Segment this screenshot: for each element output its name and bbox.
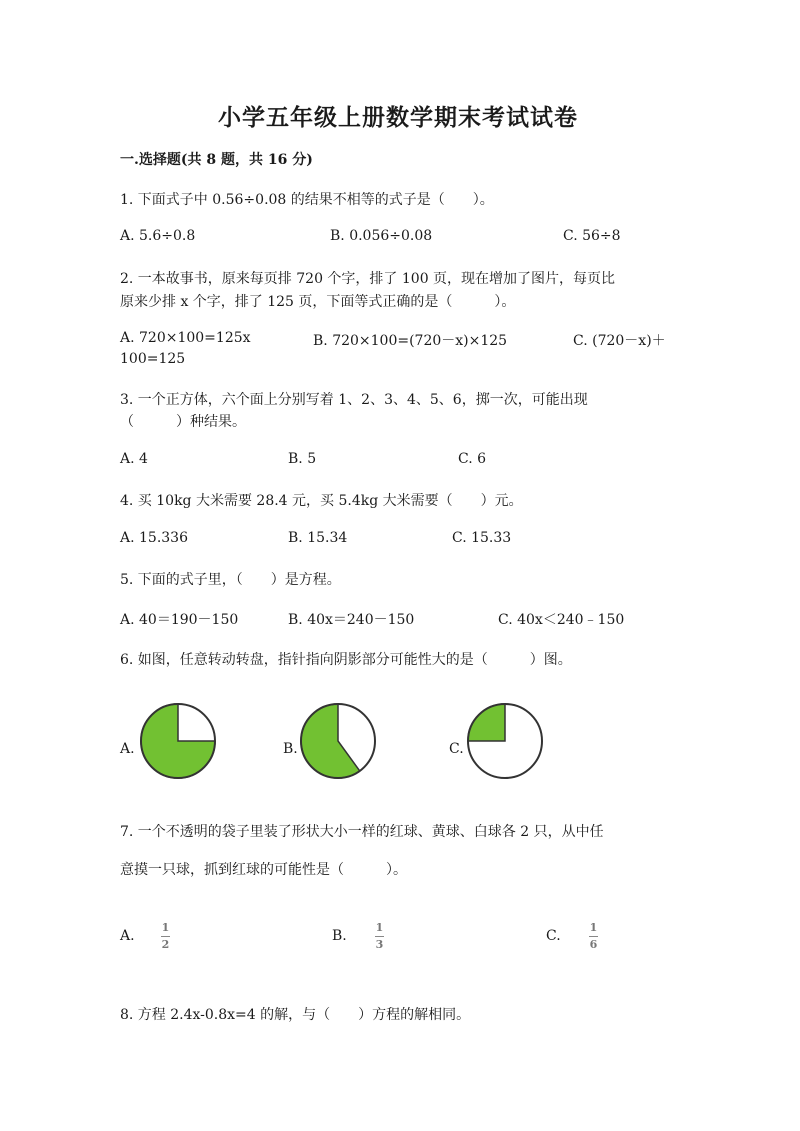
question-5-option-a[interactable]: A. 40＝190－150 (120, 612, 239, 628)
question-3-text-line-2: （ ）种结果。 (120, 414, 246, 430)
fraction-numerator: 1 (589, 921, 598, 934)
fraction-denominator: 3 (375, 938, 384, 951)
page-title: 小学五年级上册数学期末考试试卷 (218, 104, 578, 131)
question-4-option-c[interactable]: C. 15.33 (452, 530, 512, 546)
fraction-bar (375, 936, 384, 937)
question-3-option-a[interactable]: A. 4 (120, 451, 148, 467)
fraction-bar (589, 936, 598, 937)
question-1-text: 1. 下面式子中 0.56÷0.08 的结果不相等的式子是（ ）。 (120, 192, 494, 208)
question-7-text-line-1: 7. 一个不透明的袋子里装了形状大小一样的红球、黄球、白球各 2 只，从中任 (120, 824, 604, 840)
question-7-option-a[interactable]: A. (120, 928, 135, 944)
question-5-option-b[interactable]: B. 40x＝240－150 (288, 612, 415, 628)
fraction-numerator: 1 (161, 921, 170, 934)
fraction-bar (161, 936, 170, 937)
question-2-option-c-continued: 100=125 (120, 351, 186, 367)
question-7-option-a-fraction (161, 921, 170, 951)
question-7-option-c[interactable]: C. (546, 928, 561, 944)
question-2-text-line-1: 2. 一本故事书，原来每页排 720 个字，排了 100 页，现在增加了图片，每页比 (120, 271, 616, 287)
spinner-b-pie (298, 701, 378, 781)
question-6-option-b[interactable]: B. (283, 741, 298, 757)
spinner-c-pie (465, 701, 545, 781)
question-2-option-c[interactable]: C. (720－x)＋ (573, 333, 666, 349)
question-7-option-b[interactable]: B. (332, 928, 347, 944)
question-5-option-c[interactable]: C. 40x＜240﹣150 (498, 612, 625, 628)
spinner-a-pie (138, 701, 218, 781)
question-3-option-b[interactable]: B. 5 (288, 451, 317, 467)
question-5-text: 5. 下面的式子里，（ ）是方程。 (120, 572, 341, 588)
fraction-denominator: 2 (161, 938, 170, 951)
question-1-option-b[interactable]: B. 0.056÷0.08 (330, 228, 433, 244)
question-3-option-c[interactable]: C. 6 (458, 451, 487, 467)
question-1-option-a[interactable]: A. 5.6÷0.8 (120, 228, 196, 244)
fraction-numerator: 1 (375, 921, 384, 934)
question-6-option-c[interactable]: C. (449, 741, 464, 757)
question-4-option-a[interactable]: A. 15.336 (120, 530, 188, 546)
question-2-option-b[interactable]: B. 720×100=(720－x)×125 (313, 333, 508, 349)
question-7-option-c-fraction (589, 921, 598, 951)
question-2-option-a[interactable]: A. 720×100=125x (120, 330, 251, 346)
question-6-option-a[interactable]: A. (120, 741, 135, 757)
fraction-denominator: 6 (589, 938, 598, 951)
question-7-text-line-2: 意摸一只球，抓到红球的可能性是（ ）。 (120, 862, 407, 878)
question-4-option-b[interactable]: B. 15.34 (288, 530, 348, 546)
section-heading: 一.选择题(共 8 题，共 16 分) (120, 152, 313, 168)
question-8-text: 8. 方程 2.4x-0.8x=4 的解，与（ ）方程的解相同。 (120, 1007, 471, 1023)
question-7-option-b-fraction (375, 921, 384, 951)
question-2-text-line-2: 原来少排 x 个字，排了 125 页，下面等式正确的是（ ）。 (120, 294, 516, 310)
question-1-option-c[interactable]: C. 56÷8 (563, 228, 621, 244)
question-3-text-line-1: 3. 一个正方体，六个面上分别写着 1、2、3、4、5、6，掷一次，可能出现 (120, 392, 588, 408)
question-4-text: 4. 买 10kg 大米需要 28.4 元，买 5.4kg 大米需要（ ）元。 (120, 493, 523, 509)
question-6-text: 6. 如图，任意转动转盘，指针指向阴影部分可能性大的是（ ）图。 (120, 652, 572, 668)
